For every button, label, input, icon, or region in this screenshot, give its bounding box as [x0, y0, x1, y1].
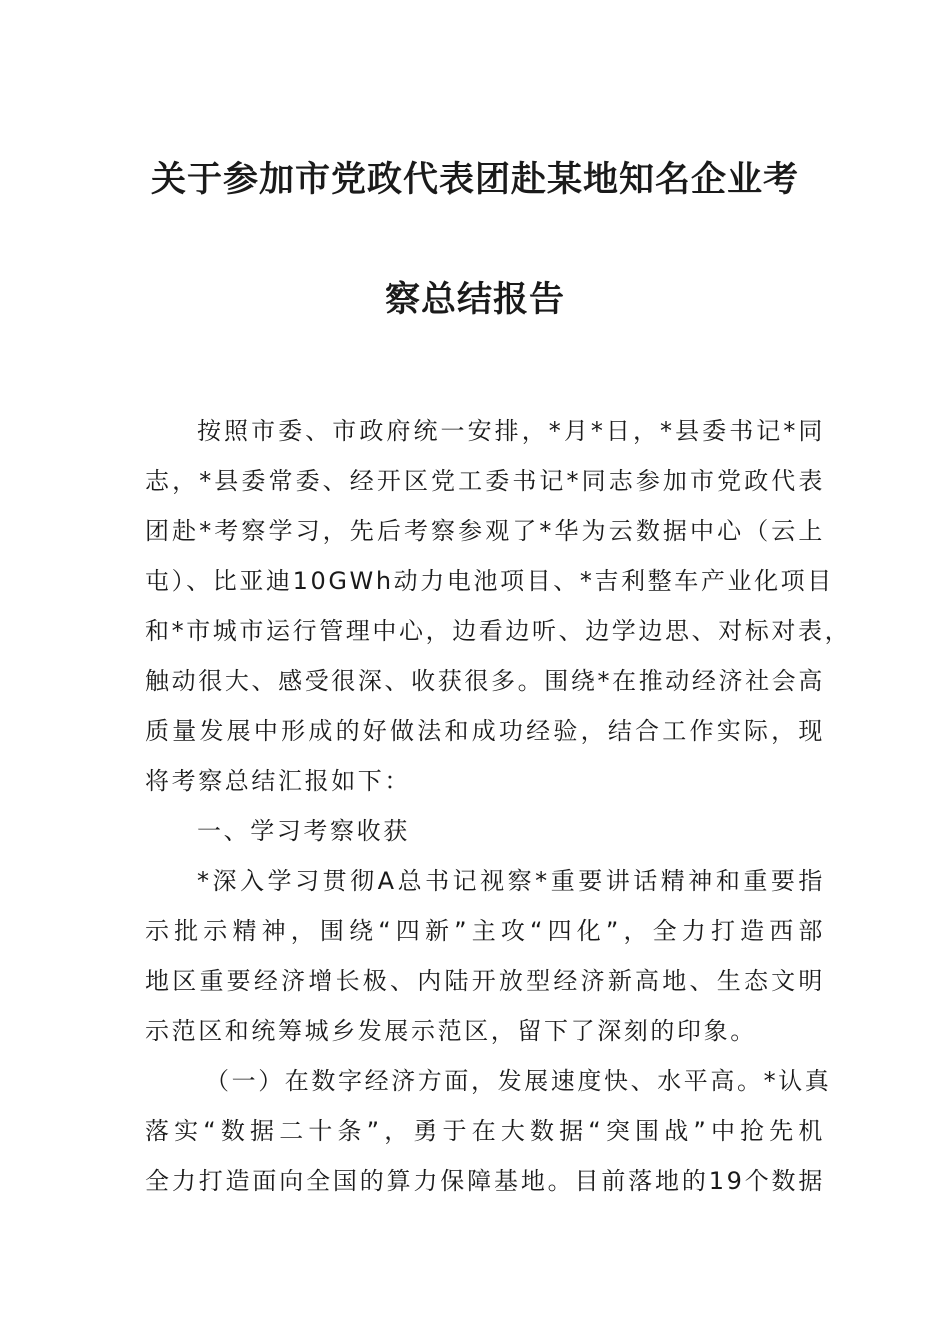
document-body	[145, 411, 852, 1211]
text-line: 质量发展中形成的好做法和成功经验，结合工作实际，现	[145, 717, 825, 745]
text-line: 触动很大、感受很深、收获很多。围绕*在推动经济社会高	[145, 667, 825, 695]
paragraph-summary	[145, 861, 825, 1061]
text-line: 将考察总结汇报如下：	[145, 767, 411, 795]
text-line: 志，*县委常委、经开区党工委书记*同志参加市党政代表	[145, 467, 825, 495]
text-line: 落实“数据二十条”，勇于在大数据“突围战”中抢先机	[145, 1117, 825, 1145]
text-line: 全力打造面向全国的算力保障基地。目前落地的19个数据	[145, 1167, 825, 1195]
text-line: 和*市城市运行管理中心，边看边听、边学边思、对标对表，	[145, 617, 852, 645]
paragraph-intro	[145, 411, 852, 811]
text-line: 地区重要经济增长极、内陆开放型经济新高地、生态文明	[145, 967, 825, 995]
text-line: *深入学习贯彻A总书记视察*重要讲话精神和重要指	[197, 867, 825, 895]
paragraph-digital-economy	[145, 1061, 832, 1211]
section-heading: 一、学习考察收获	[197, 817, 410, 845]
text-line: （一）在数字经济方面，发展速度快、水平高。*认真	[205, 1067, 832, 1095]
text-line: 示批示精神，围绕“四新”主攻“四化”，全力打造西部	[145, 917, 825, 945]
text-line: 团赴*考察学习，先后考察参观了*华为云数据中心（云上	[145, 517, 825, 545]
text-line: 示范区和统筹城乡发展示范区，留下了深刻的印象。	[145, 1017, 757, 1045]
text-line: 按照市委、市政府统一安排，*月*日，*县委书记*同	[197, 417, 825, 445]
text-line: 屯）、比亚迪10GWh动力电池项目、*吉利整车产业化项目	[145, 567, 834, 595]
document-title-line-2: 察总结报告	[384, 279, 565, 320]
document-title-line-1: 关于参加市党政代表团赴某地知名企业考	[150, 159, 799, 200]
